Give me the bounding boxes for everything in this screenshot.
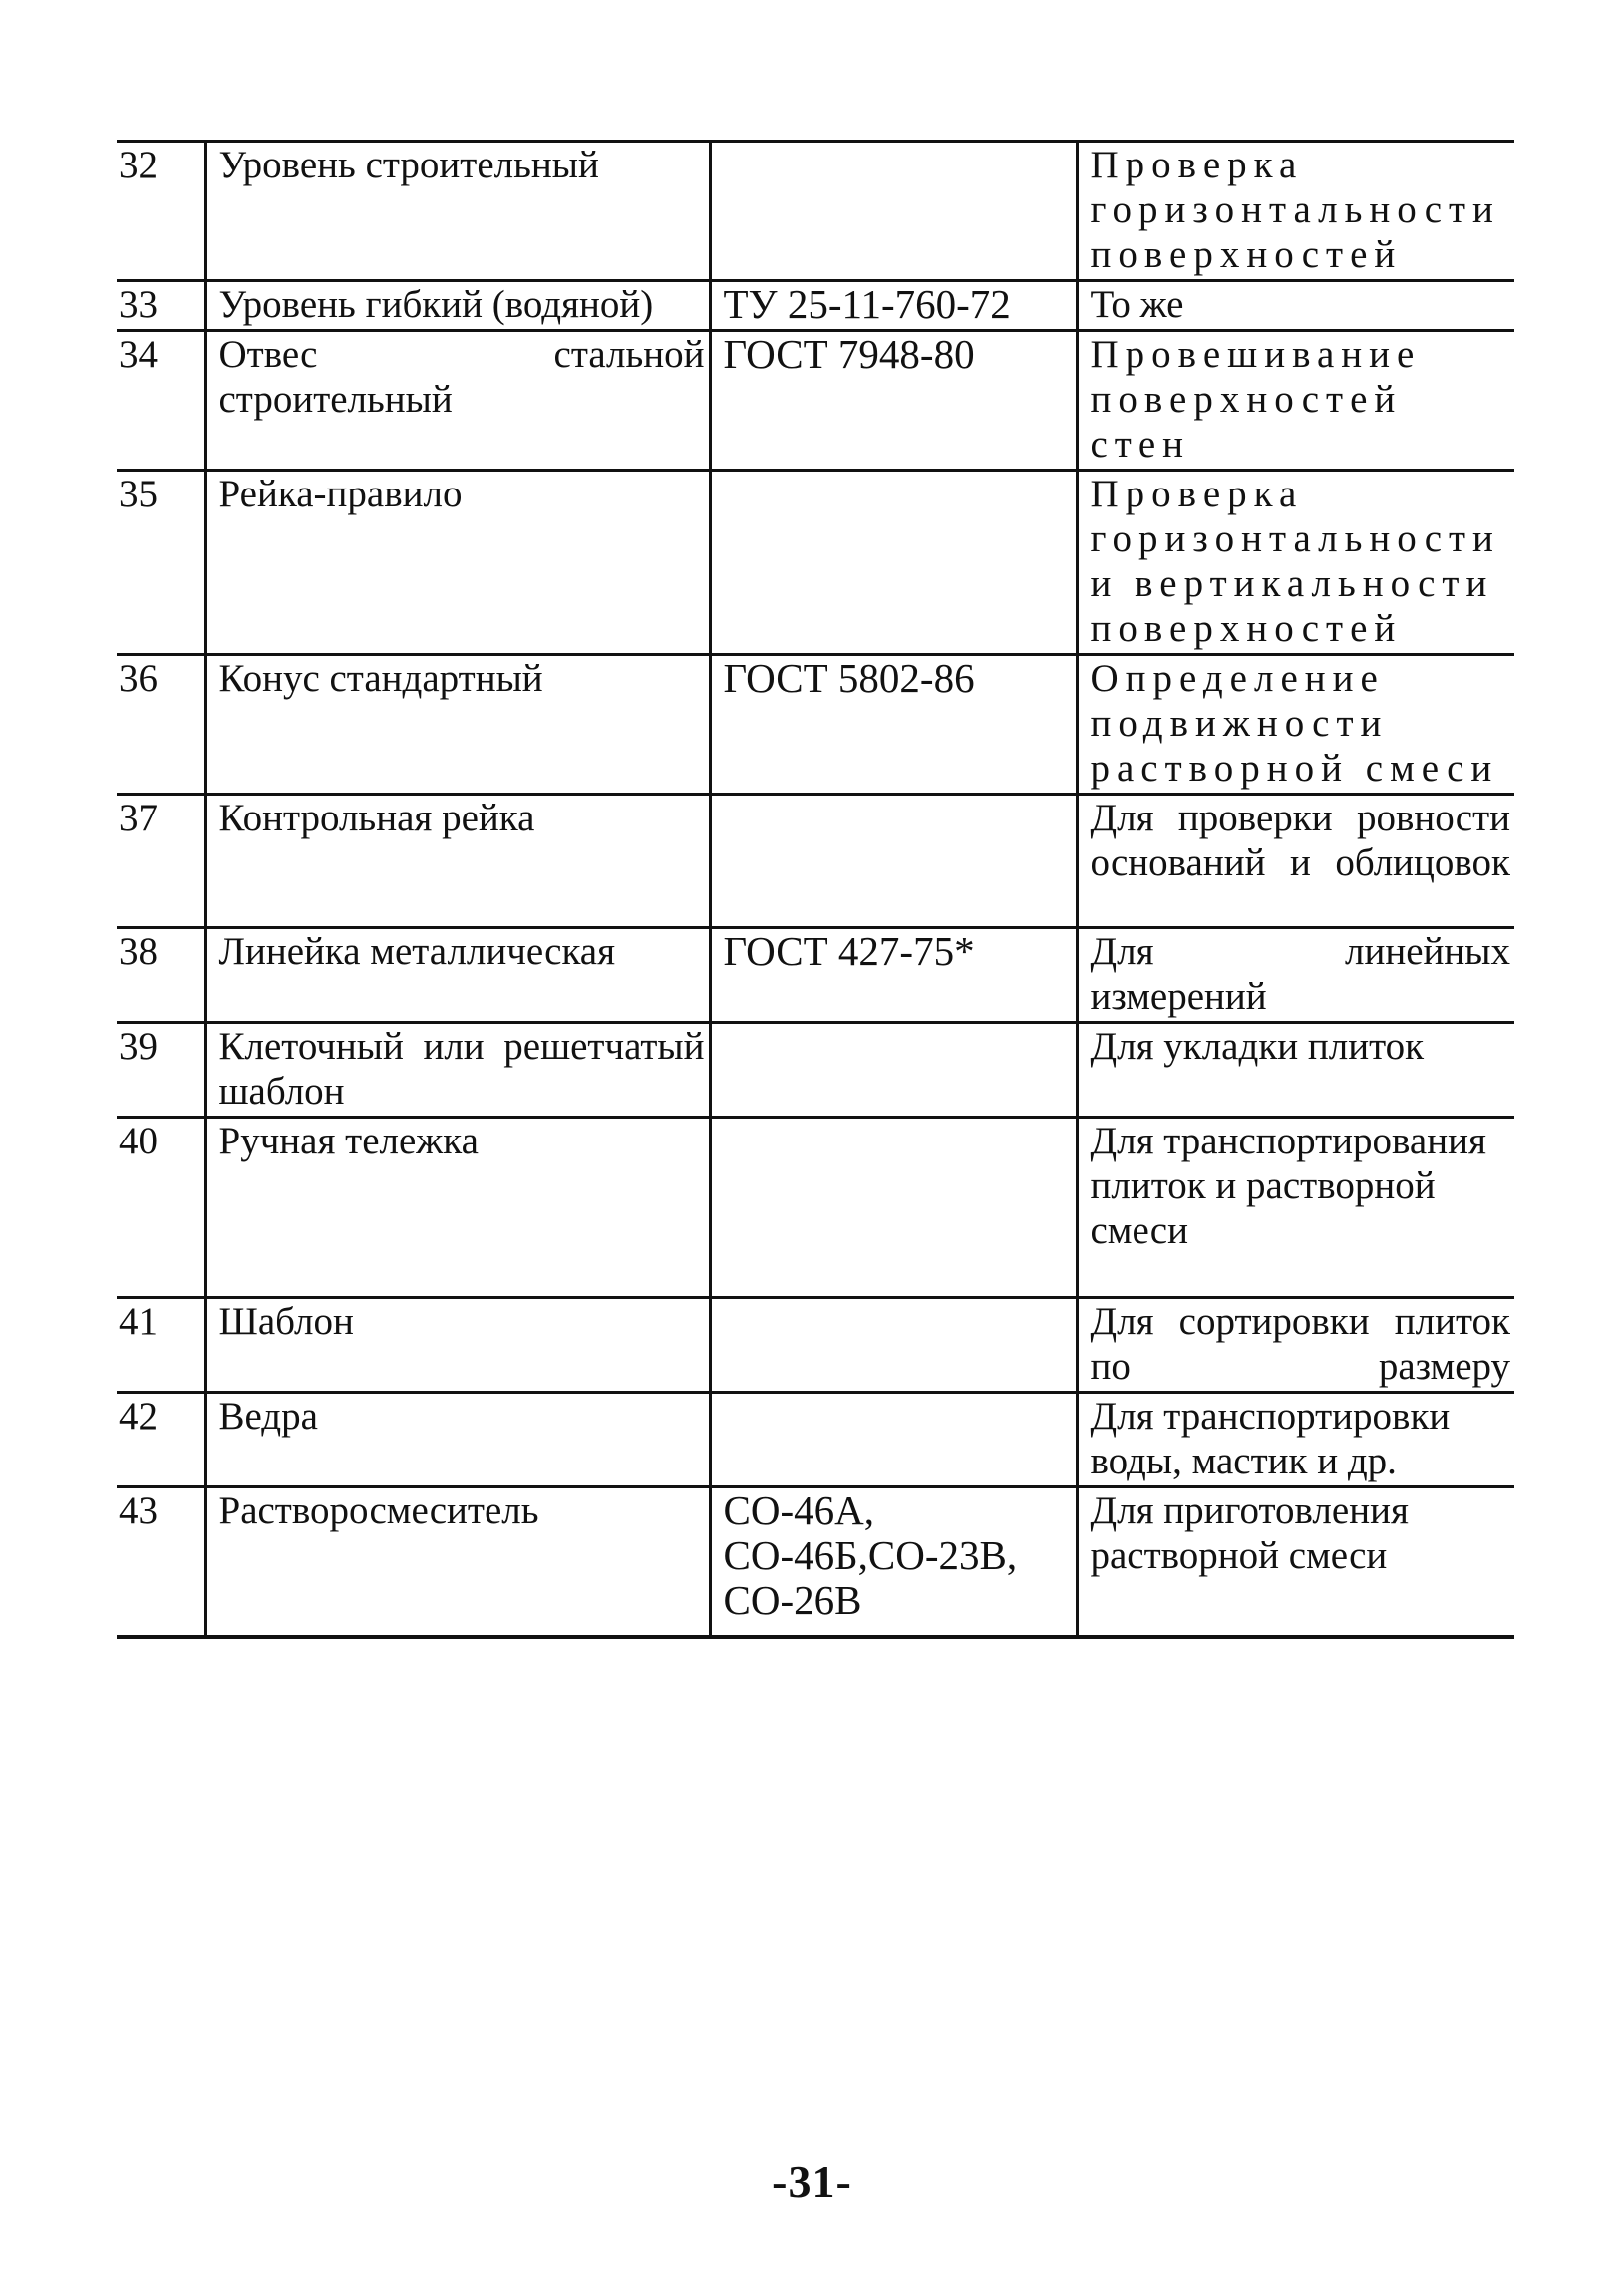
- table-row: [117, 795, 1514, 928]
- purpose-text: Для укладки плиток: [1077, 1023, 1514, 1118]
- tool-name: Отвес стальной строительный: [205, 331, 710, 471]
- tool-name: Уровень строительный: [205, 142, 710, 281]
- tool-name: Ручная тележка: [205, 1118, 710, 1298]
- tool-name: Клеточный или решетчатый шаблон: [205, 1023, 710, 1118]
- purpose-text: Для линейных измерений: [1077, 928, 1514, 1023]
- row-number: 33: [117, 281, 205, 331]
- row-number: 37: [117, 795, 205, 928]
- row-number: 32: [117, 142, 205, 281]
- standard-ref: [710, 1023, 1077, 1118]
- table-row: [117, 1298, 1514, 1393]
- table-row: [117, 1393, 1514, 1487]
- standard-ref: ГОСТ 7948-80: [710, 331, 1077, 471]
- standard-ref: [710, 471, 1077, 655]
- table-row: [117, 281, 1514, 331]
- tool-name: Рейка-правило: [205, 471, 710, 655]
- table-row: [117, 331, 1514, 471]
- row-number: 39: [117, 1023, 205, 1118]
- standard-ref: [710, 1118, 1077, 1298]
- tool-name: Ведра: [205, 1393, 710, 1487]
- purpose-text: Для проверки ровности оснований и облицовок: [1077, 795, 1514, 928]
- table-row: [117, 655, 1514, 795]
- standard-ref: ТУ 25-11-760-72: [710, 281, 1077, 331]
- row-number: 42: [117, 1393, 205, 1487]
- table-row: [117, 928, 1514, 1023]
- purpose-text: Проверка горизонтальности и вертикальности поверхностей: [1077, 471, 1514, 655]
- row-number: 35: [117, 471, 205, 655]
- standard-ref: [710, 142, 1077, 281]
- row-number: 38: [117, 928, 205, 1023]
- purpose-text: Определение подвижности растворной смеси: [1077, 655, 1514, 795]
- table-row: [117, 471, 1514, 655]
- tool-name: Шаблон: [205, 1298, 710, 1393]
- standard-ref: [710, 1393, 1077, 1487]
- row-number: 41: [117, 1298, 205, 1393]
- tool-name: Линейка металлическая: [205, 928, 710, 1023]
- purpose-text: Для транспортирования плиток и растворной смеси: [1077, 1118, 1514, 1298]
- purpose-text: Проверка горизонтальности поверхностей: [1077, 142, 1514, 281]
- standard-ref: ГОСТ 427-75*: [710, 928, 1077, 1023]
- row-number: 36: [117, 655, 205, 795]
- tool-name: Конус стандартный: [205, 655, 710, 795]
- purpose-text: Для транспортировки воды, мастик и др.: [1077, 1393, 1514, 1487]
- purpose-text: Для приготовления растворной смеси: [1077, 1487, 1514, 1637]
- tool-name: Растворосмеситель: [205, 1487, 710, 1637]
- page-number: -31-: [772, 2156, 852, 2207]
- tool-name: Уровень гибкий (водяной): [205, 281, 710, 331]
- purpose-text: То же: [1077, 281, 1514, 331]
- row-number: 43: [117, 1487, 205, 1637]
- row-number: 40: [117, 1118, 205, 1298]
- table-row: [117, 142, 1514, 281]
- table-row: [117, 1487, 1514, 1637]
- equipment-table: [117, 140, 1514, 1639]
- purpose-text: Провешивание поверхностей стен: [1077, 331, 1514, 471]
- table-row: [117, 1118, 1514, 1298]
- standard-ref: [710, 795, 1077, 928]
- tool-name: Контрольная рейка: [205, 795, 710, 928]
- table-row: [117, 1023, 1514, 1118]
- standard-ref: СО-46А, СО-46Б,СО-23В, СО-26В: [710, 1487, 1077, 1637]
- standard-ref: ГОСТ 5802-86: [710, 655, 1077, 795]
- row-number: 34: [117, 331, 205, 471]
- purpose-text: Для сортировки плиток по размеру: [1077, 1298, 1514, 1393]
- standard-ref: [710, 1298, 1077, 1393]
